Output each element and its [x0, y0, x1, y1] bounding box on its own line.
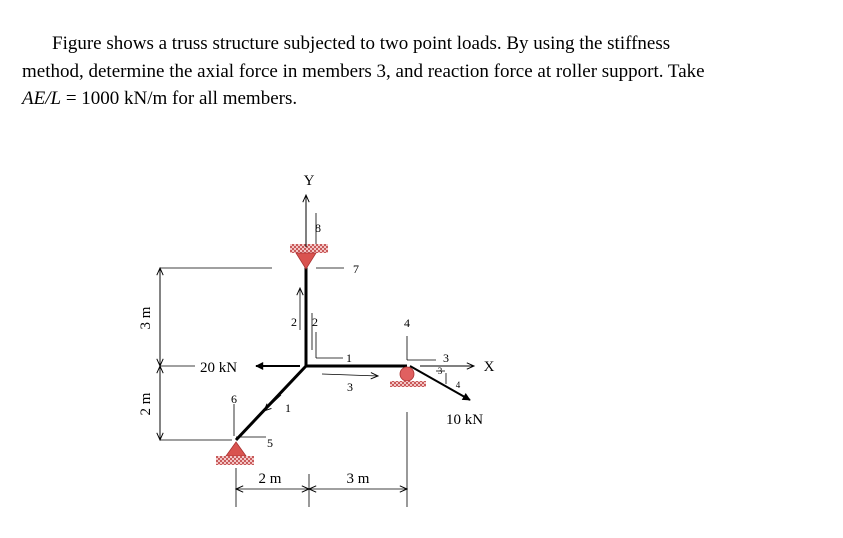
- load-10kn: [410, 366, 483, 428]
- dof-label-7: 7: [353, 262, 359, 276]
- dim-2m-vertical: 2 m: [138, 392, 154, 416]
- dof-label-8: 8: [315, 221, 321, 235]
- top-pin-support: [290, 244, 328, 269]
- x-axis-label: X: [483, 359, 495, 375]
- member-label-1: 1: [285, 401, 291, 415]
- dof-label-3: 3: [443, 351, 449, 365]
- y-axis: [304, 173, 315, 247]
- dim-2m-horizontal: 2 m: [258, 471, 282, 487]
- roller-slope-label-4: 4: [455, 380, 461, 390]
- x-axis: [420, 359, 495, 375]
- dim-3m-vertical: 3 m: [138, 306, 154, 330]
- load-20kn: [200, 360, 300, 376]
- dof-label-5: 5: [267, 436, 273, 450]
- problem-text-end: = 1000 kN/m for all members.: [61, 88, 298, 109]
- problem-math-ae-over-l: AE/L: [22, 88, 62, 109]
- member-diagonal: [236, 366, 306, 440]
- dof-label-6: 6: [231, 392, 237, 406]
- dim-3m-horizontal: 3 m: [346, 471, 370, 487]
- member-label-2: 2: [312, 315, 318, 329]
- dof-label-2: 2: [291, 315, 297, 329]
- member-label-3: 3: [347, 380, 353, 394]
- load-10kn-label: 10 kN: [446, 412, 484, 428]
- dof-label-1: 1: [346, 351, 352, 365]
- bottom-pin-support: [216, 442, 254, 465]
- dof-markers: [234, 213, 446, 437]
- load-20kn-label: 20 kN: [200, 360, 238, 376]
- vertical-dimensions: [160, 268, 272, 440]
- horizontal-dimensions: [236, 412, 407, 507]
- roller-support: [390, 367, 426, 387]
- truss-members: [236, 262, 407, 440]
- roller-slope-label-3: 3: [437, 366, 443, 376]
- dof-label-4: 4: [404, 316, 410, 330]
- y-axis-label: Y: [303, 173, 315, 189]
- problem-text-start: Figure shows a truss structure subjected to two point loads. By using the stiffness method, determine the axial force in members 3, and reaction force at roller support. Take: [22, 33, 705, 82]
